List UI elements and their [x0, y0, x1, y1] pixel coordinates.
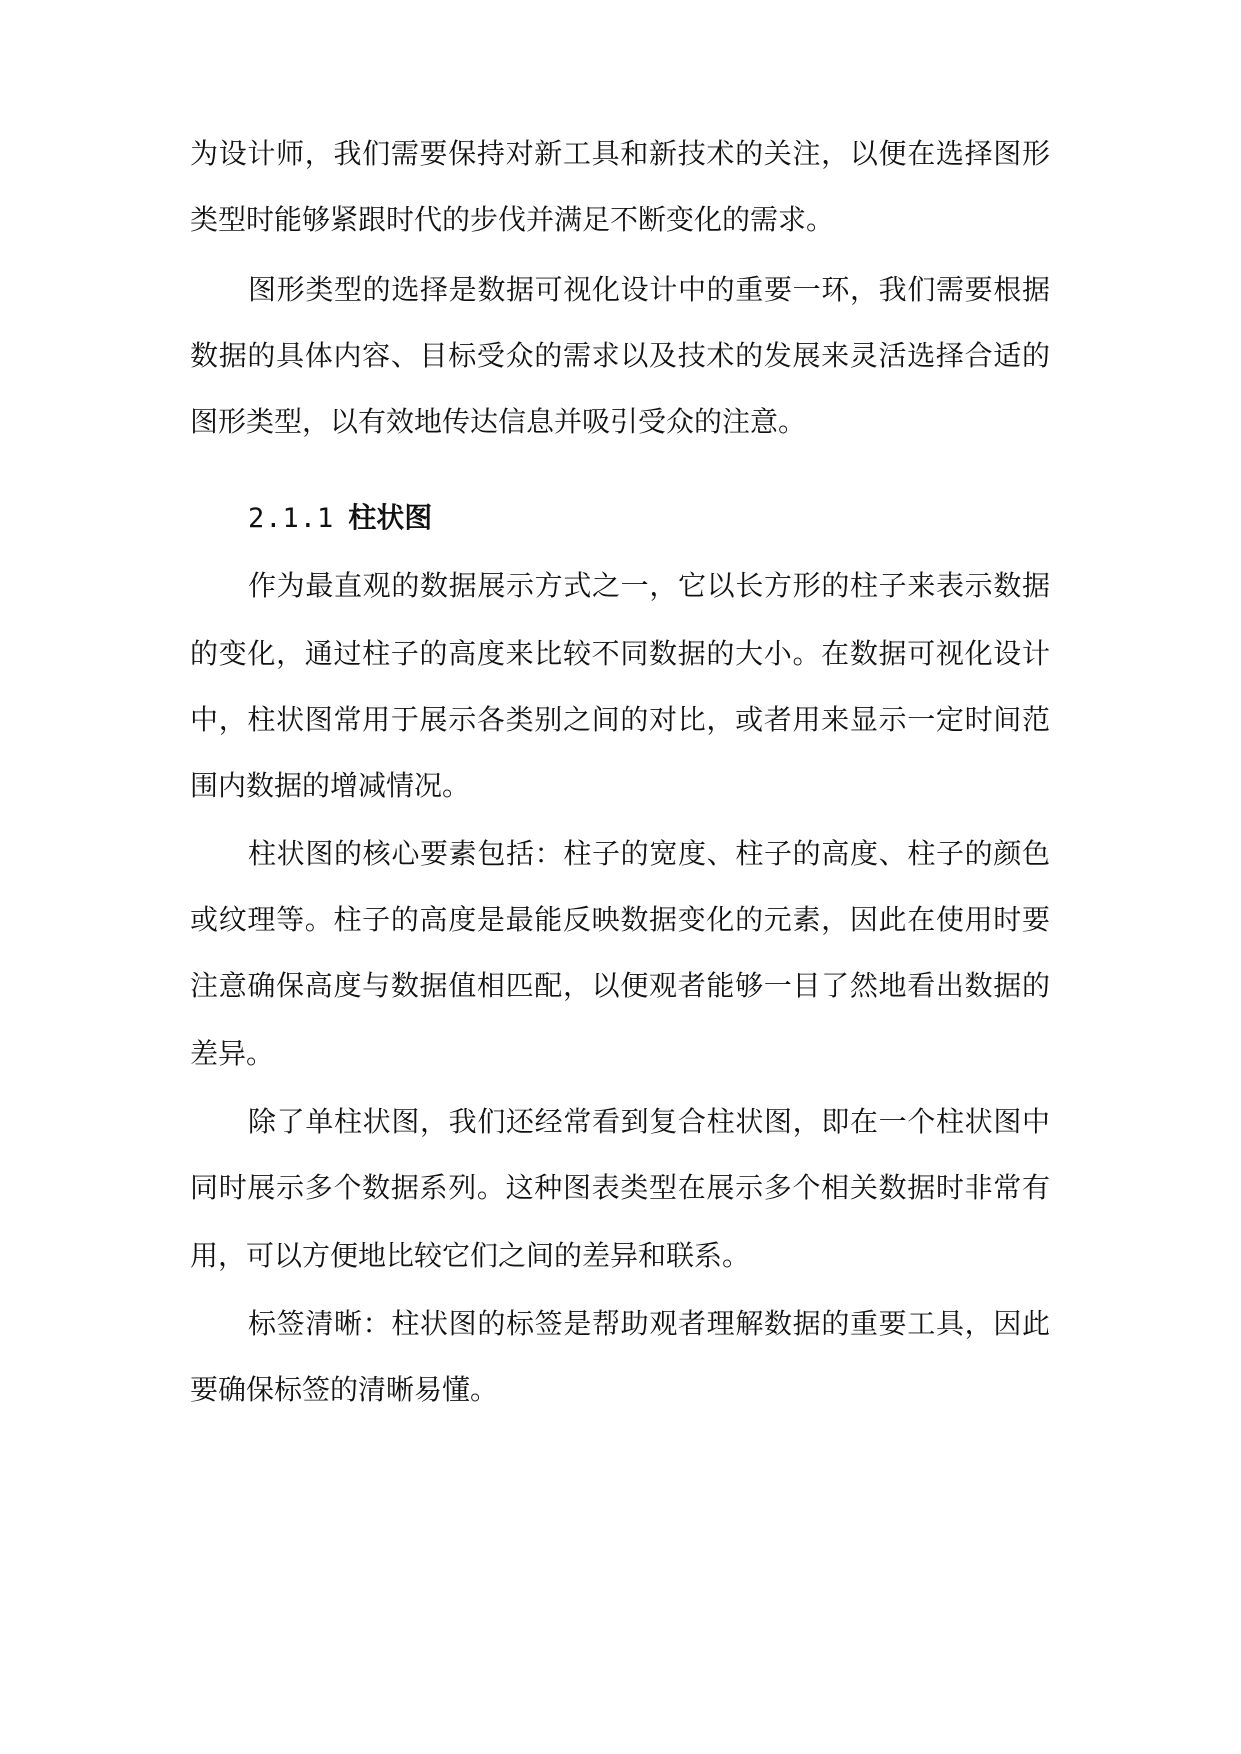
section-number: 2.1.1	[248, 503, 335, 534]
para-labels-line-1: 标签清晰：柱状图的标签是帮助观者理解数据的重要工具，因此	[248, 1307, 1050, 1340]
para-intro-line-1: 为设计师，我们需要保持对新工具和新技术的关注，以便在选择图形	[190, 137, 1050, 170]
para-bar-def-line-4: 围内数据的增减情况。	[190, 769, 471, 802]
para-bar-elements-line-1: 柱状图的核心要素包括：柱子的宽度、柱子的高度、柱子的颜色	[248, 837, 1050, 870]
para-summary-line-3: 图形类型，以有效地传达信息并吸引受众的注意。	[190, 405, 807, 438]
para-bar-elements-line-2: 或纹理等。柱子的高度是最能反映数据变化的元素，因此在使用时要	[190, 903, 1050, 936]
para-bar-def-line-3: 中，柱状图常用于展示各类别之间的对比，或者用来显示一定时间范	[190, 703, 1050, 736]
para-summary-line-1: 图形类型的选择是数据可视化设计中的重要一环，我们需要根据	[248, 273, 1050, 306]
para-labels-line-2: 要确保标签的清晰易懂。	[190, 1373, 499, 1406]
para-compound-line-2: 同时展示多个数据系列。这种图表类型在展示多个相关数据时非常有	[190, 1171, 1050, 1204]
section-title: 柱状图	[348, 501, 433, 534]
para-compound-line-3: 用，可以方便地比较它们之间的差异和联系。	[190, 1239, 751, 1272]
para-bar-elements-line-4: 差异。	[190, 1037, 275, 1070]
section-heading	[248, 498, 748, 538]
para-summary-line-2: 数据的具体内容、目标受众的需求以及技术的发展来灵活选择合适的	[190, 339, 1050, 372]
para-bar-elements-line-3: 注意确保高度与数据值相匹配，以便观者能够一目了然地看出数据的	[190, 969, 1050, 1002]
para-bar-def-line-2: 的变化，通过柱子的高度来比较不同数据的大小。在数据可视化设计	[190, 637, 1050, 670]
para-compound-line-1: 除了单柱状图，我们还经常看到复合柱状图，即在一个柱状图中	[248, 1105, 1050, 1138]
para-intro-line-2: 类型时能够紧跟时代的步伐并满足不断变化的需求。	[190, 203, 835, 236]
para-bar-def-line-1: 作为最直观的数据展示方式之一，它以长方形的柱子来表示数据	[248, 569, 1050, 602]
